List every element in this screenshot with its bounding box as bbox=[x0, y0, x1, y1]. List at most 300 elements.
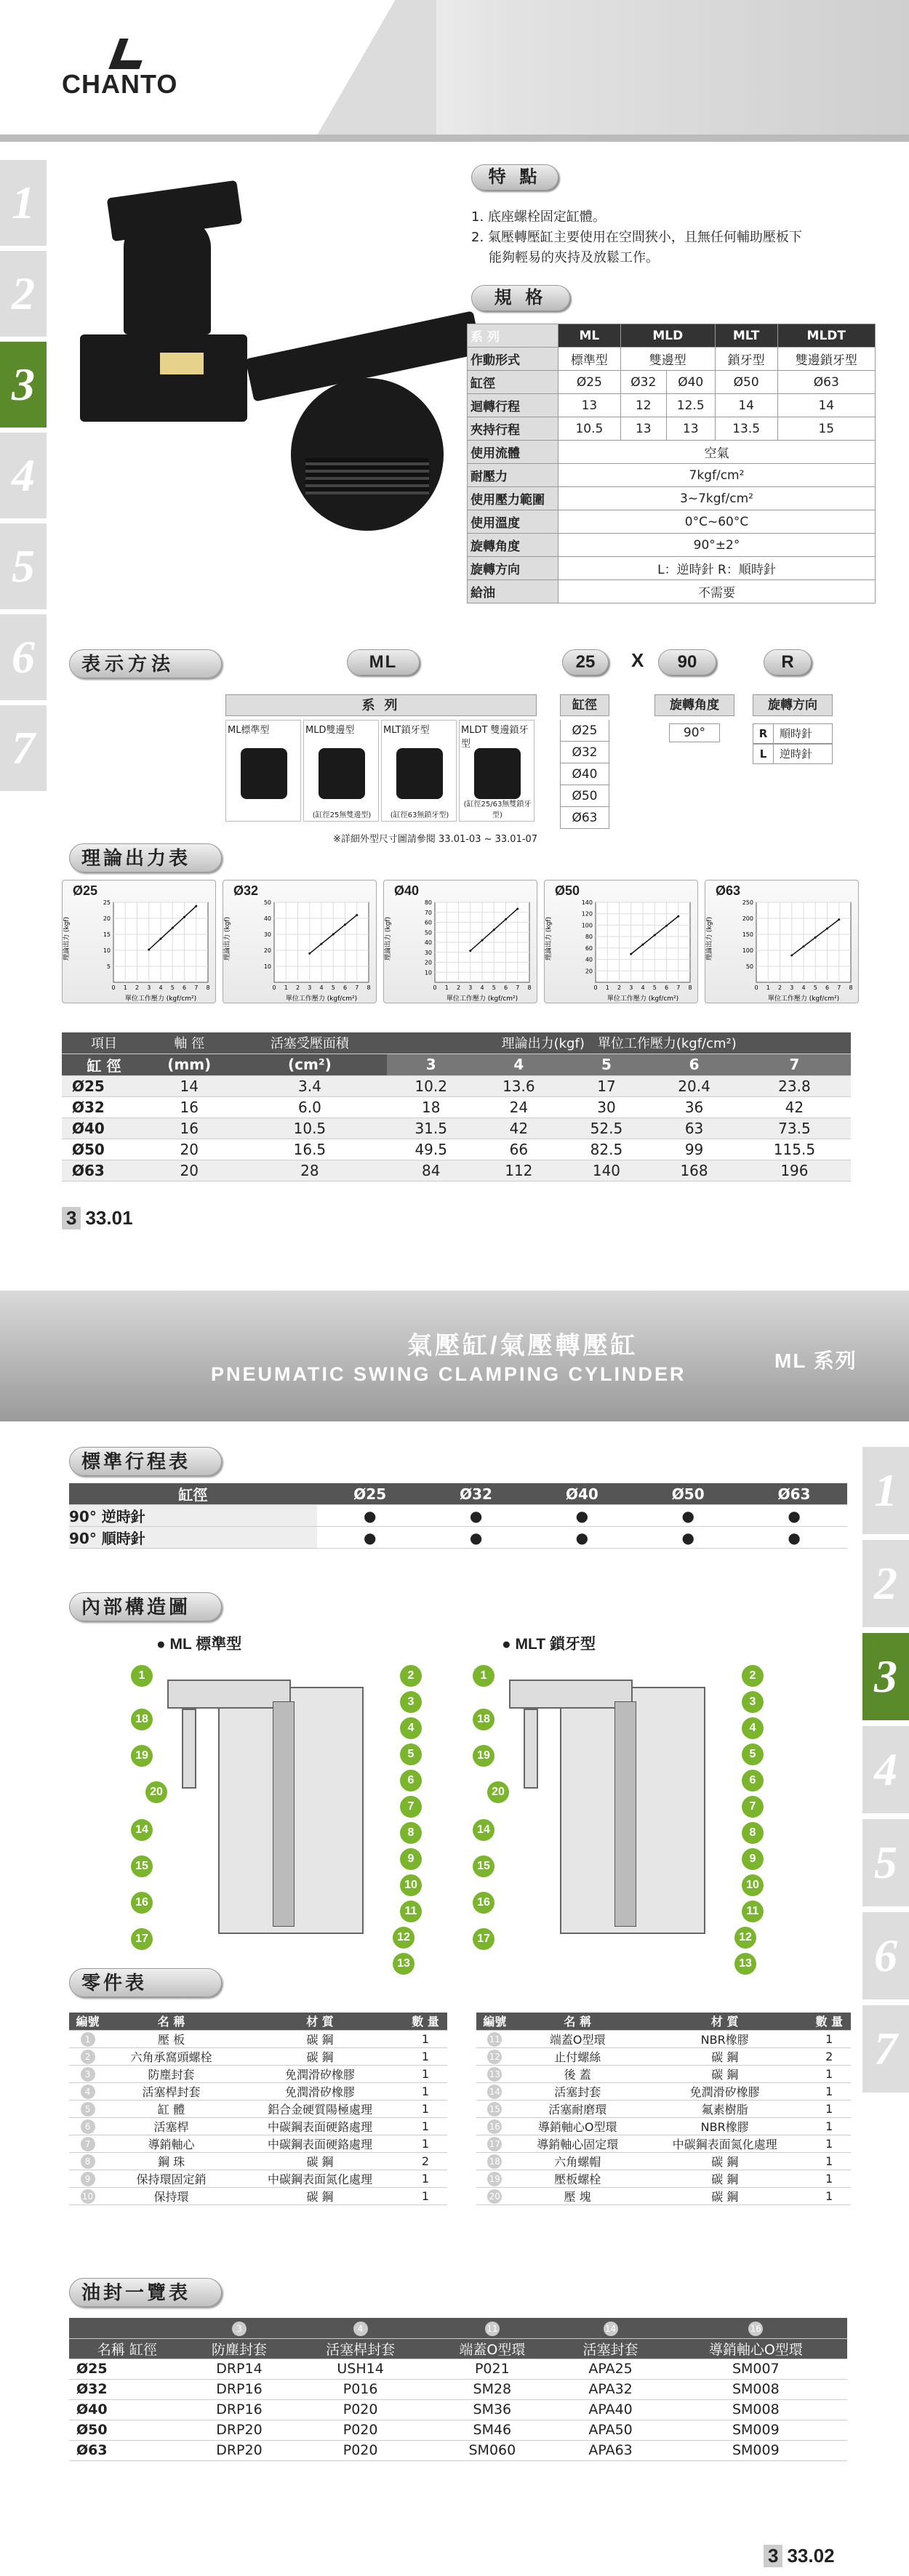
chapter-tab-right-1[interactable]: 1 bbox=[862, 1447, 909, 1534]
part-callout-11: 11 bbox=[742, 1901, 764, 1922]
chapter-tab-5[interactable]: 5 bbox=[0, 523, 47, 609]
spec-row bbox=[468, 557, 876, 580]
cell: 90° 逆時針 bbox=[69, 1505, 317, 1527]
series-list bbox=[225, 720, 537, 822]
cell: Ø50 bbox=[715, 371, 777, 394]
spec-row bbox=[468, 441, 876, 464]
part-callout-5: 5 bbox=[742, 1744, 764, 1765]
cell bbox=[556, 2318, 664, 2338]
data-point bbox=[321, 943, 323, 945]
cell: MLT bbox=[715, 324, 777, 348]
x-tick-label: 1 bbox=[444, 984, 449, 991]
order-x: X bbox=[631, 649, 644, 671]
cell: P021 bbox=[428, 2359, 556, 2379]
cell: 使用壓力範圍 bbox=[468, 487, 558, 510]
x-tick-label: 7 bbox=[355, 984, 359, 991]
data-point bbox=[826, 928, 828, 930]
x-tick-label: 8 bbox=[849, 984, 853, 991]
cell: 名 稱 bbox=[106, 2013, 236, 2030]
cell: 止付螺絲 bbox=[513, 2047, 642, 2065]
part-callout-17: 17 bbox=[131, 1928, 153, 1950]
part-callout-16: 16 bbox=[473, 1892, 494, 1914]
order-code-series: ML bbox=[347, 649, 420, 675]
cell: 4 bbox=[475, 1054, 563, 1075]
seal-table bbox=[69, 2318, 847, 2461]
cell bbox=[69, 2187, 106, 2204]
parts-table-right bbox=[476, 2013, 851, 2205]
parts-header-row bbox=[476, 2013, 851, 2030]
part-callout-15: 15 bbox=[131, 1855, 153, 1877]
y-tick-label: 20 bbox=[424, 959, 432, 966]
spec-swing-row bbox=[468, 394, 876, 417]
cell: Ø63 bbox=[69, 2440, 185, 2460]
cell: 中碳鋼表面氮化處理 bbox=[236, 2170, 404, 2187]
order-code-angle: 90 bbox=[658, 649, 716, 675]
cell: 端蓋O型環 bbox=[513, 2030, 642, 2047]
cell: 夾持行程 bbox=[468, 417, 558, 441]
series-name: MLD雙邊型 bbox=[305, 725, 355, 736]
cell: 碳 鋼 bbox=[642, 2152, 808, 2170]
y-tick-label: 200 bbox=[742, 915, 753, 922]
x-tick-label: 5 bbox=[170, 984, 175, 991]
parts-row bbox=[69, 2152, 447, 2170]
cell: L：逆時針 R：順時針 bbox=[558, 557, 876, 580]
cell: 活塞耐磨環 bbox=[513, 2100, 642, 2117]
cell: 5 bbox=[563, 1054, 651, 1075]
spec-type-row bbox=[468, 348, 876, 371]
data-point bbox=[493, 928, 495, 931]
part-callout-8: 8 bbox=[400, 1822, 422, 1844]
parts-row bbox=[476, 2047, 851, 2065]
x-tick-label: 8 bbox=[688, 984, 692, 991]
parts-row bbox=[69, 2047, 447, 2065]
cell: 導銷軸心固定環 bbox=[513, 2135, 642, 2152]
cell: 碳 鋼 bbox=[236, 2152, 404, 2170]
cell: 不需要 bbox=[558, 580, 876, 603]
cell: SM36 bbox=[428, 2399, 556, 2420]
chapter-tab-right-5[interactable]: 5 bbox=[862, 1819, 909, 1906]
cell: 保持環固定銷 bbox=[106, 2170, 236, 2187]
direction-list bbox=[753, 723, 833, 764]
y-tick-label: 250 bbox=[742, 899, 753, 906]
x-tick-label: 6 bbox=[825, 984, 830, 991]
cell: 活塞受壓面積 bbox=[232, 1032, 387, 1054]
chapter-tab-right-7[interactable]: 7 bbox=[862, 2005, 909, 2093]
cell bbox=[476, 2187, 513, 2204]
part-callout-14: 14 bbox=[131, 1819, 153, 1841]
cell bbox=[476, 2030, 513, 2047]
cell: Ø50 bbox=[635, 1483, 741, 1505]
parts-row bbox=[69, 2030, 447, 2047]
part-number: 11 bbox=[487, 2032, 502, 2047]
part-number: 2 bbox=[81, 2050, 95, 2064]
cell: 3~7kgf/cm² bbox=[558, 487, 876, 510]
part-callout-14: 14 bbox=[473, 1819, 494, 1841]
x-tick-label: 4 bbox=[319, 984, 324, 991]
cell: ● bbox=[741, 1527, 847, 1549]
part-number: 15 bbox=[487, 2102, 502, 2116]
cell: DRP14 bbox=[185, 2359, 293, 2379]
y-tick-label: 50 bbox=[745, 963, 753, 970]
chapter-tab-right-2[interactable]: 2 bbox=[862, 1540, 909, 1627]
part-callout-2: 2 bbox=[400, 1665, 422, 1687]
cell: 碳 鋼 bbox=[642, 2187, 808, 2204]
cell: ML bbox=[558, 324, 621, 348]
chart-svg bbox=[705, 880, 860, 1004]
cell: 20.4 bbox=[650, 1075, 738, 1096]
header-stripe bbox=[0, 135, 909, 142]
y-tick-label: 25 bbox=[103, 899, 111, 906]
part-number: 16 bbox=[487, 2119, 502, 2134]
chart-svg bbox=[223, 880, 377, 1004]
bore-option: Ø25 bbox=[560, 720, 609, 742]
direction-code: R bbox=[753, 724, 774, 743]
cell: 活塞桿封套 bbox=[293, 2338, 428, 2359]
cell: Ø25 bbox=[558, 371, 621, 394]
x-tick-label: 6 bbox=[343, 984, 348, 991]
parts-row bbox=[69, 2100, 447, 2117]
chapter-tab-1[interactable]: 1 bbox=[0, 160, 47, 246]
cell: 旋轉方向 bbox=[468, 557, 558, 580]
cell: 140 bbox=[563, 1160, 651, 1181]
cell: P020 bbox=[293, 2420, 428, 2440]
parts-table-left bbox=[69, 2013, 447, 2205]
part-callout-4: 4 bbox=[400, 1717, 422, 1739]
cell bbox=[69, 2152, 106, 2170]
cell: 42 bbox=[738, 1096, 851, 1118]
cell: 42 bbox=[475, 1118, 563, 1139]
cell: 13 bbox=[558, 394, 621, 417]
cell: 六角螺帽 bbox=[513, 2152, 642, 2170]
cell: 碳 鋼 bbox=[642, 2065, 808, 2082]
y-tick-label: 20 bbox=[103, 915, 111, 922]
cell bbox=[293, 2318, 428, 2338]
part-number: 12 bbox=[487, 2050, 502, 2064]
part-callout-3: 3 bbox=[742, 1691, 764, 1713]
chart-title: Ø40 bbox=[394, 883, 420, 898]
part-callout-15: 15 bbox=[473, 1855, 494, 1877]
structure-right-label: ● MLT 鎖牙型 bbox=[502, 1636, 596, 1653]
piston-rod bbox=[273, 1701, 295, 1927]
seal-row bbox=[69, 2440, 847, 2460]
chapter-tab-7[interactable]: 7 bbox=[0, 705, 47, 791]
cell bbox=[476, 2135, 513, 2152]
y-tick-label: 50 bbox=[424, 929, 432, 936]
x-tick-label: 2 bbox=[777, 984, 782, 991]
y-tick-label: 5 bbox=[106, 963, 111, 970]
cell: 112 bbox=[475, 1160, 563, 1181]
y-tick-label: 80 bbox=[424, 899, 432, 906]
y-tick-label: 20 bbox=[263, 947, 271, 954]
y-tick-label: 15 bbox=[103, 931, 111, 938]
cell: Ø50 bbox=[62, 1139, 146, 1160]
part-callout-3: 3 bbox=[400, 1691, 422, 1713]
series-item bbox=[225, 720, 301, 822]
chapter-tab-right-3[interactable]: 3 bbox=[862, 1633, 909, 1720]
y-tick-label: 60 bbox=[424, 919, 432, 926]
cell: APA25 bbox=[556, 2359, 664, 2379]
data-point bbox=[838, 918, 840, 920]
cell: (cm²) bbox=[232, 1054, 387, 1075]
cell: Ø40 bbox=[69, 2399, 185, 2420]
cell: NBR橡膠 bbox=[642, 2030, 808, 2047]
cell: 活塞桿封套 bbox=[106, 2082, 236, 2100]
cell: 1 bbox=[404, 2117, 447, 2135]
cell: 30 bbox=[563, 1096, 651, 1118]
cell: DRP20 bbox=[185, 2420, 293, 2440]
cell bbox=[69, 2065, 106, 2082]
parts-row bbox=[476, 2187, 851, 2204]
cell: 標準型 bbox=[558, 348, 621, 371]
y-axis-label: 理論出力 (kgf) bbox=[706, 917, 713, 960]
angle-value: 90° bbox=[669, 723, 720, 742]
part-callout-8: 8 bbox=[742, 1822, 764, 1844]
part-callout-18: 18 bbox=[473, 1709, 494, 1730]
cell: 18 bbox=[387, 1096, 475, 1118]
cell: 免潤滑矽橡膠 bbox=[236, 2065, 404, 2082]
cell: 作動形式 bbox=[468, 348, 558, 371]
cell: ● bbox=[529, 1527, 635, 1549]
x-tick-label: 2 bbox=[456, 984, 461, 991]
seal-row bbox=[69, 2399, 847, 2420]
cell: 使用流體 bbox=[468, 441, 558, 464]
cell: Ø32 bbox=[620, 371, 666, 394]
cell: SM060 bbox=[428, 2440, 556, 2460]
part-number: 17 bbox=[487, 2137, 502, 2151]
seal-row bbox=[69, 2359, 847, 2379]
cell: 編號 bbox=[476, 2013, 513, 2030]
part-number: 19 bbox=[487, 2172, 502, 2186]
part-callout-10: 10 bbox=[742, 1874, 764, 1896]
clamp-pad bbox=[524, 1709, 538, 1789]
part-number: 14 bbox=[487, 2085, 502, 2099]
direction-label: 順時針 bbox=[780, 727, 813, 740]
cell: DRP20 bbox=[185, 2440, 293, 2460]
spec-row bbox=[468, 487, 876, 510]
page-number-2: 3 33.02 bbox=[764, 2545, 835, 2567]
bore-option: Ø50 bbox=[560, 785, 609, 807]
cell bbox=[476, 2047, 513, 2065]
cell: Ø63 bbox=[741, 1483, 847, 1505]
spec-row bbox=[468, 534, 876, 557]
product-photo-ml bbox=[73, 167, 262, 429]
cell: 28 bbox=[232, 1160, 387, 1181]
cell: 系 列 bbox=[468, 324, 558, 348]
chapter-tab-4[interactable]: 4 bbox=[0, 433, 47, 518]
cell bbox=[69, 2318, 185, 2338]
cell: 端蓋O型環 bbox=[428, 2338, 556, 2359]
cell: 免潤滑矽橡膠 bbox=[236, 2082, 404, 2100]
x-tick-label: 5 bbox=[492, 984, 496, 991]
cell: SM009 bbox=[665, 2420, 847, 2440]
spec-header-row bbox=[468, 324, 876, 348]
cell: 活塞桿 bbox=[106, 2117, 236, 2135]
cell: 材 質 bbox=[642, 2013, 808, 2030]
cell: 17 bbox=[563, 1075, 651, 1096]
cell: 10.5 bbox=[232, 1118, 387, 1139]
force-table bbox=[62, 1032, 851, 1181]
cell: 免潤滑矽橡膠 bbox=[642, 2082, 808, 2100]
cell bbox=[69, 2082, 106, 2100]
part-callout-4: 4 bbox=[742, 1717, 764, 1739]
cell: 中碳鋼表面氮化處理 bbox=[642, 2135, 808, 2152]
cell: 99 bbox=[650, 1139, 738, 1160]
seal-row bbox=[69, 2420, 847, 2440]
x-tick-label: 2 bbox=[617, 984, 622, 991]
part-callout-10: 10 bbox=[400, 1874, 422, 1896]
x-tick-label: 5 bbox=[813, 984, 817, 991]
cell: 13.6 bbox=[475, 1075, 563, 1096]
cell: SM009 bbox=[665, 2440, 847, 2460]
y-tick-label: 30 bbox=[424, 949, 432, 956]
cell bbox=[69, 2117, 106, 2135]
seal-part-number: 4 bbox=[353, 2322, 368, 2336]
cell bbox=[476, 2170, 513, 2187]
part-callout-6: 6 bbox=[400, 1770, 422, 1791]
data-point bbox=[356, 914, 358, 916]
cell bbox=[476, 2100, 513, 2117]
cell bbox=[185, 2318, 293, 2338]
part-number: 1 bbox=[81, 2032, 95, 2047]
cell bbox=[476, 2152, 513, 2170]
cell: 材 質 bbox=[236, 2013, 404, 2030]
spec-clamp-row bbox=[468, 417, 876, 441]
cell: 115.5 bbox=[738, 1139, 851, 1160]
page-number-1: 3 33.01 bbox=[62, 1207, 133, 1229]
data-point bbox=[642, 944, 644, 946]
cell: Ø50 bbox=[69, 2420, 185, 2440]
data-point bbox=[803, 945, 805, 947]
x-tick-label: 1 bbox=[123, 984, 127, 991]
parts-heading: 零件表 bbox=[69, 1968, 222, 1997]
chart-title: Ø63 bbox=[716, 883, 741, 898]
x-tick-label: 7 bbox=[676, 984, 681, 991]
y-axis-label: 理論出力 (kgf) bbox=[545, 917, 553, 960]
y-tick-label: 80 bbox=[585, 934, 593, 941]
x-tick-label: 0 bbox=[433, 984, 437, 991]
cell: 碳 鋼 bbox=[642, 2047, 808, 2065]
cell: SM46 bbox=[428, 2420, 556, 2440]
cell: 理論出力(kgf) 單位工作壓力(kgf/cm²) bbox=[387, 1032, 851, 1054]
chapter-tab-right-4[interactable]: 4 bbox=[862, 1726, 909, 1813]
cell: 16 bbox=[146, 1118, 232, 1139]
cell: MLD bbox=[620, 324, 715, 348]
x-tick-label: 6 bbox=[664, 984, 669, 991]
x-axis-label: 單位工作壓力 (kgf/cm²) bbox=[606, 995, 679, 1003]
x-tick-label: 3 bbox=[147, 984, 151, 991]
cell: 63 bbox=[650, 1118, 738, 1139]
structure-diagram-ml bbox=[135, 1658, 444, 1970]
chapter-tab-6[interactable]: 6 bbox=[0, 614, 47, 700]
cell bbox=[69, 2100, 106, 2117]
bore-option: Ø40 bbox=[560, 763, 609, 785]
cell: 1 bbox=[808, 2082, 851, 2100]
cell: Ø40 bbox=[62, 1118, 146, 1139]
seal-part-number: 14 bbox=[604, 2322, 618, 2336]
part-number: 5 bbox=[81, 2102, 95, 2116]
cell: Ø25 bbox=[62, 1075, 146, 1096]
cell: 14 bbox=[777, 394, 875, 417]
y-tick-label: 120 bbox=[581, 910, 593, 918]
features-heading: 特 點 bbox=[471, 164, 558, 190]
data-point bbox=[469, 950, 471, 952]
part-callout-13: 13 bbox=[393, 1953, 415, 1975]
cell: MLDT bbox=[777, 324, 875, 348]
y-tick-label: 10 bbox=[424, 969, 432, 976]
cell: 使用溫度 bbox=[468, 510, 558, 534]
chapter-tab-3[interactable]: 3 bbox=[0, 342, 47, 428]
cell: 1 bbox=[404, 2082, 447, 2100]
part-callout-11: 11 bbox=[400, 1901, 422, 1922]
page2-header bbox=[0, 1291, 909, 1421]
y-tick-label: 70 bbox=[424, 909, 432, 916]
cell: P016 bbox=[293, 2379, 428, 2399]
cell: 10.5 bbox=[558, 417, 621, 441]
piston-rod bbox=[614, 1701, 636, 1927]
chapter-tab-2[interactable]: 2 bbox=[0, 251, 47, 337]
spec-row bbox=[468, 464, 876, 487]
x-tick-label: 1 bbox=[605, 984, 609, 991]
data-point bbox=[790, 955, 793, 957]
y-axis-label: 理論出力 (kgf) bbox=[385, 917, 392, 960]
force-header-row bbox=[62, 1032, 851, 1054]
parts-row bbox=[476, 2170, 851, 2187]
cell: 軸 徑 bbox=[146, 1032, 232, 1054]
cell: 1 bbox=[404, 2135, 447, 2152]
cell: 10.2 bbox=[387, 1075, 475, 1096]
cell: ● bbox=[529, 1505, 635, 1527]
data-point bbox=[654, 934, 656, 936]
page2-title-en: PNEUMATIC SWING CLAMPING CYLINDER bbox=[211, 1363, 686, 1385]
brand-logo: CHANTO bbox=[62, 69, 177, 100]
part-callout-7: 7 bbox=[742, 1796, 764, 1818]
cell: ● bbox=[423, 1527, 529, 1549]
data-point bbox=[516, 907, 518, 910]
cell: 1 bbox=[808, 2030, 851, 2047]
part-callout-1: 1 bbox=[473, 1665, 494, 1687]
x-tick-label: 7 bbox=[194, 984, 199, 991]
part-number: 6 bbox=[81, 2119, 95, 2134]
data-point bbox=[148, 949, 150, 951]
cell: 15 bbox=[777, 417, 875, 441]
cell: 壓 塊 bbox=[513, 2187, 642, 2204]
parts-row bbox=[476, 2117, 851, 2135]
series-item bbox=[381, 720, 457, 822]
cell: 碳 鋼 bbox=[236, 2047, 404, 2065]
cell: 1 bbox=[808, 2135, 851, 2152]
order-code-dir: R bbox=[764, 649, 812, 675]
cell: 壓 板 bbox=[106, 2030, 236, 2047]
seal-heading: 油封一覽表 bbox=[69, 2278, 222, 2307]
x-tick-label: 0 bbox=[272, 984, 276, 991]
parts-row bbox=[69, 2117, 447, 2135]
y-tick-label: 100 bbox=[742, 947, 753, 954]
chapter-tab-right-6[interactable]: 6 bbox=[862, 1912, 909, 1999]
cell: 1 bbox=[808, 2187, 851, 2204]
cell: 90°±2° bbox=[558, 534, 876, 557]
force-chart bbox=[223, 880, 377, 1003]
seal-header-row bbox=[69, 2338, 847, 2359]
data-point bbox=[195, 905, 197, 907]
cell: 旋轉角度 bbox=[468, 534, 558, 557]
cell: 13 bbox=[666, 417, 715, 441]
part-number: 10 bbox=[81, 2189, 95, 2204]
y-tick-label: 50 bbox=[263, 899, 271, 906]
stroke-row bbox=[69, 1527, 847, 1549]
cell: 1 bbox=[808, 2170, 851, 2187]
parts-row bbox=[69, 2135, 447, 2152]
chart-svg bbox=[63, 880, 217, 1004]
